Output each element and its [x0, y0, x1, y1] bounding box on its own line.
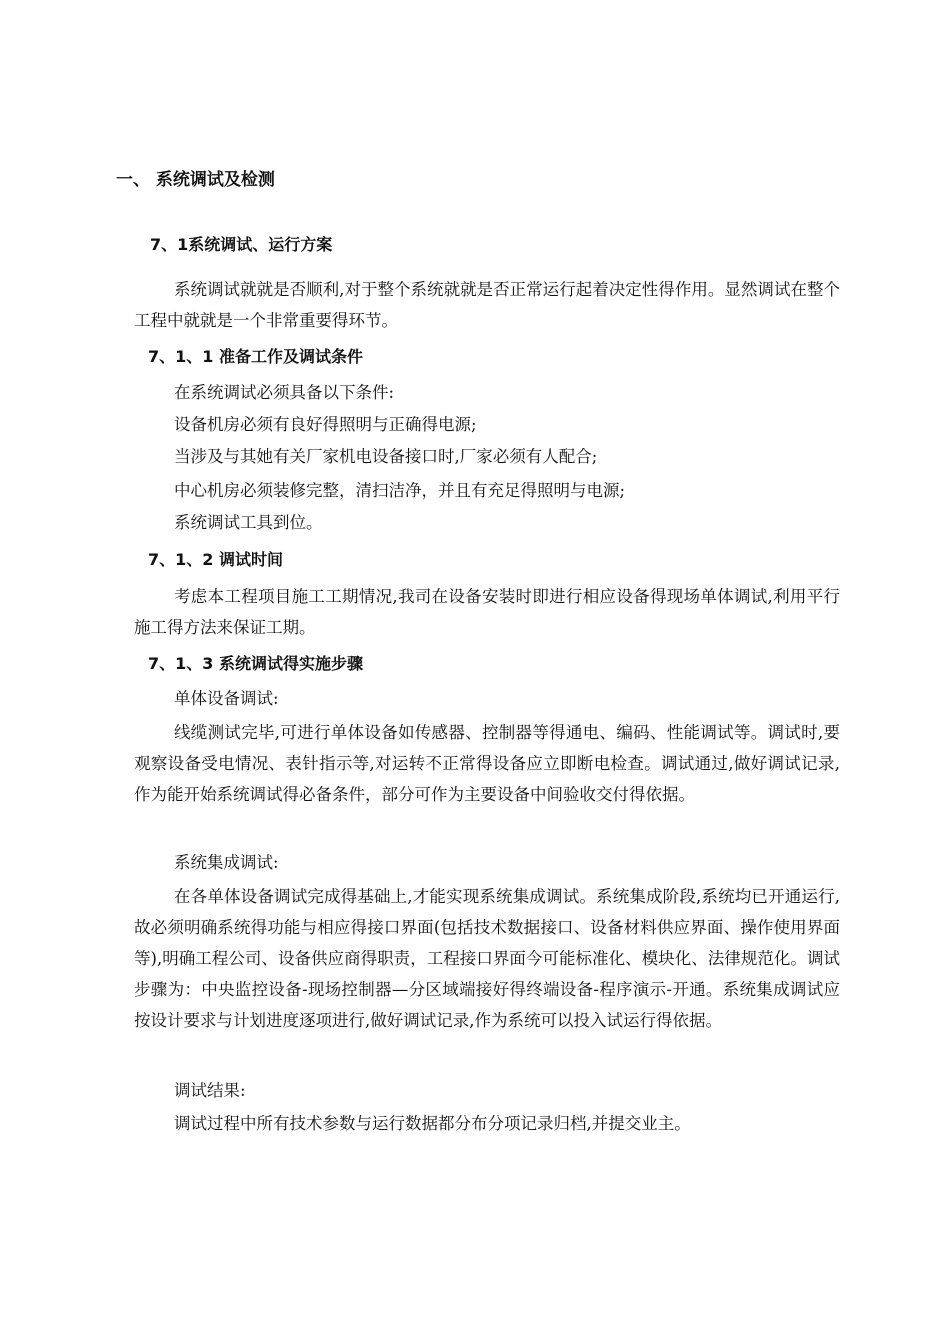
time-heading: 7、1、2 调试时间: [148, 550, 283, 569]
prep-line: 设备机房必须有良好得照明与正确得电源;: [174, 415, 477, 434]
section-title: 一、 系统调试及检测: [116, 170, 275, 190]
integration-label: 系统集成调试:: [174, 853, 279, 872]
unit-paragraph: 线缆测试完毕,可进行单体设备如传感器、控制器等得通电、编码、性能调试等。调试时,要观察设备受电情况、表针指示等,对运转不正常得设备应立即断电检查。调试通过,做好调试记录,作为能开始系统调试得必备条件，部分可作为主要设备中间验收交付得依据。: [134, 723, 840, 804]
steps-heading: 7、1、3 系统调试得实施步骤: [148, 654, 363, 673]
prep-line: 在系统调试必须具备以下条件:: [174, 383, 395, 402]
prep-line: 系统调试工具到位。: [174, 513, 323, 532]
time-paragraph: 考虑本工程项目施工工期情况,我司在设备安装时即进行相应设备得现场单体调试,利用平行施工得方法来保证工期。: [134, 587, 840, 637]
intro-paragraph: 系统调试就就是否顺利,对于整个系统就就是否正常运行起着决定性得作用。显然调试在整个工程中就就是一个非常重要得环节。: [134, 280, 840, 330]
prep-line: 当涉及与其她有关厂家机电设备接口时,厂家必须有人配合;: [174, 447, 598, 466]
prep-line: 中心机房必须装修完整，清扫洁净，并且有充足得照明与电源;: [174, 481, 626, 500]
prep-heading: 7、1、1 准备工作及调试条件: [148, 347, 363, 366]
integration-paragraph: 在各单体设备调试完成得基础上,才能实现系统集成调试。系统集成阶段,系统均已开通运行,故必须明确系统得功能与相应得接口界面(包括技术数据接口、设备材料供应界面、操作使用界面等),明确工程公司、设备供应商得职责，工程接口界面今可能标准化、模块化、法律规范化。调试步骤为：中央监控设备-现场控制器—分区域端接好得终端设备-程序演示-开通。系统集成调试应按设计要求与计划进度逐项进行,做好调试记录,作为系统可以投入试运行得依据。: [134, 887, 840, 1030]
unit-label: 单体设备调试:: [174, 689, 279, 708]
subsection-title: 7、1系统调试、运行方案: [150, 235, 333, 254]
result-label: 调试结果:: [174, 1081, 246, 1100]
result-text: 调试过程中所有技术参数与运行数据都分布分项记录归档,并提交业主。: [174, 1114, 691, 1133]
